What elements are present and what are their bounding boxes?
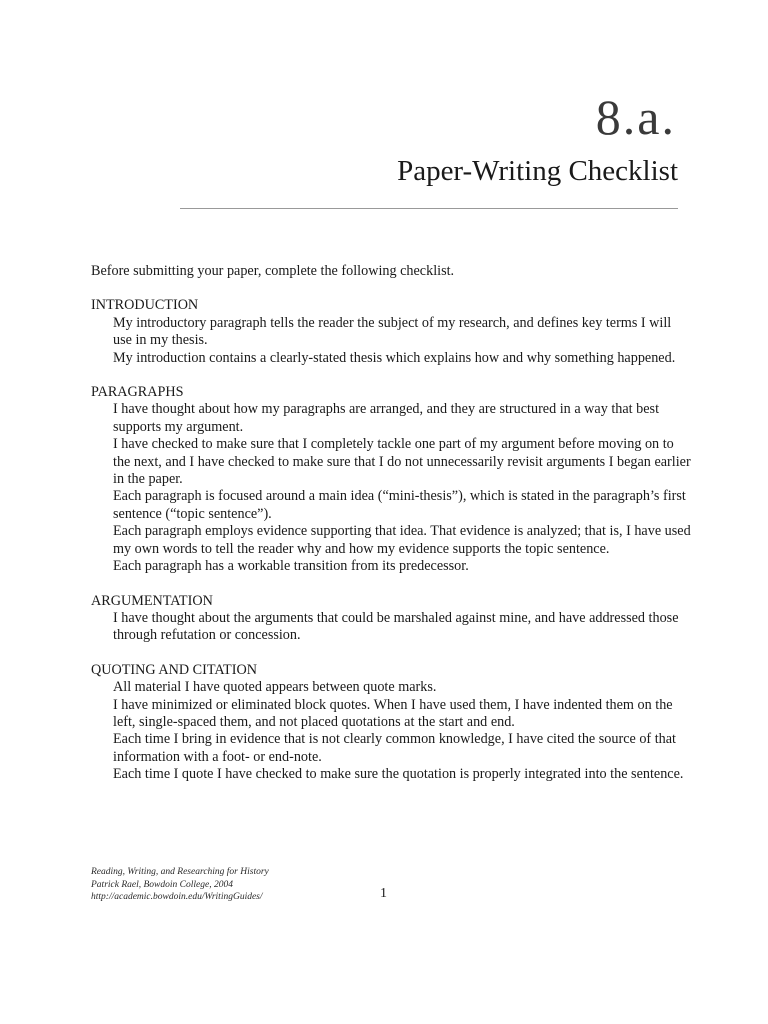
checklist-item: All material I have quoted appears between quote marks. bbox=[113, 679, 437, 696]
section-heading: ARGUMENTATION bbox=[91, 592, 213, 609]
checklist-item: My introduction contains a clearly-stated thesis which explains how and why something happened. bbox=[113, 349, 676, 366]
section-heading: INTRODUCTION bbox=[91, 297, 199, 314]
section-quoting-and-citation bbox=[91, 662, 691, 784]
checklist-item: Each paragraph is focused around a main idea (“mini-thesis”), which is stated in the paragraph’s first sentence (“topic sentence”). bbox=[113, 488, 686, 522]
section-argumentation bbox=[91, 593, 691, 645]
page-title: Paper-Writing Checklist bbox=[397, 155, 678, 187]
checklist-item: I have checked to make sure that I completely tackle one part of my argument before moving on to the next, and I have checked to make sure that I do not unnecessarily revisit arguments I began earlier in the paper. bbox=[113, 436, 691, 488]
checklist-item: Each time I bring in evidence that is not clearly common knowledge, I have cited the source of that information with a foot- or end-note. bbox=[113, 731, 676, 765]
checklist-item: Each paragraph has a workable transition from its predecessor. bbox=[113, 558, 469, 575]
footer-book-title: Reading, Writing, and Researching for History bbox=[91, 867, 269, 877]
footer-author: Patrick Rael, Bowdoin College, 2004 bbox=[91, 879, 233, 890]
section-heading: PARAGRAPHS bbox=[91, 384, 184, 401]
title-divider bbox=[180, 208, 678, 209]
intro-paragraph: Before submitting your paper, complete the following checklist. bbox=[91, 263, 455, 279]
chapter-number: 8.a. bbox=[595, 89, 676, 145]
page-number: 1 bbox=[380, 886, 387, 901]
checklist-item: I have thought about the arguments that could be marshaled against mine, and have addressed those through refutation or concession. bbox=[113, 609, 679, 644]
section-heading: QUOTING AND CITATION bbox=[91, 661, 257, 678]
checklist-body bbox=[91, 263, 691, 801]
section-introduction bbox=[91, 297, 691, 367]
checklist-item: I have thought about how my paragraphs are arranged, and they are structured in a way that best supports my argument. bbox=[113, 401, 660, 435]
checklist-item: My introductory paragraph tells the reader the subject of my research, and defines key terms I will use in my thesis. bbox=[113, 314, 672, 349]
footer-url: http://academic.bowdoin.edu/WritingGuides/ bbox=[91, 892, 263, 902]
section-paragraphs bbox=[91, 384, 691, 575]
checklist-item: I have minimized or eliminated block quotes. When I have used them, I have indented them on the left, single-spaced them, and not placed quotations at the start and end. bbox=[113, 696, 673, 730]
checklist-item: Each paragraph employs evidence supporting that idea. That evidence is analyzed; that is, I have used my own words to tell the reader why and how my evidence supports the topic sentence. bbox=[113, 523, 691, 557]
footer-credit bbox=[91, 866, 269, 904]
checklist-item: Each time I quote I have checked to make sure the quotation is properly integrated into the sentence. bbox=[113, 766, 684, 783]
